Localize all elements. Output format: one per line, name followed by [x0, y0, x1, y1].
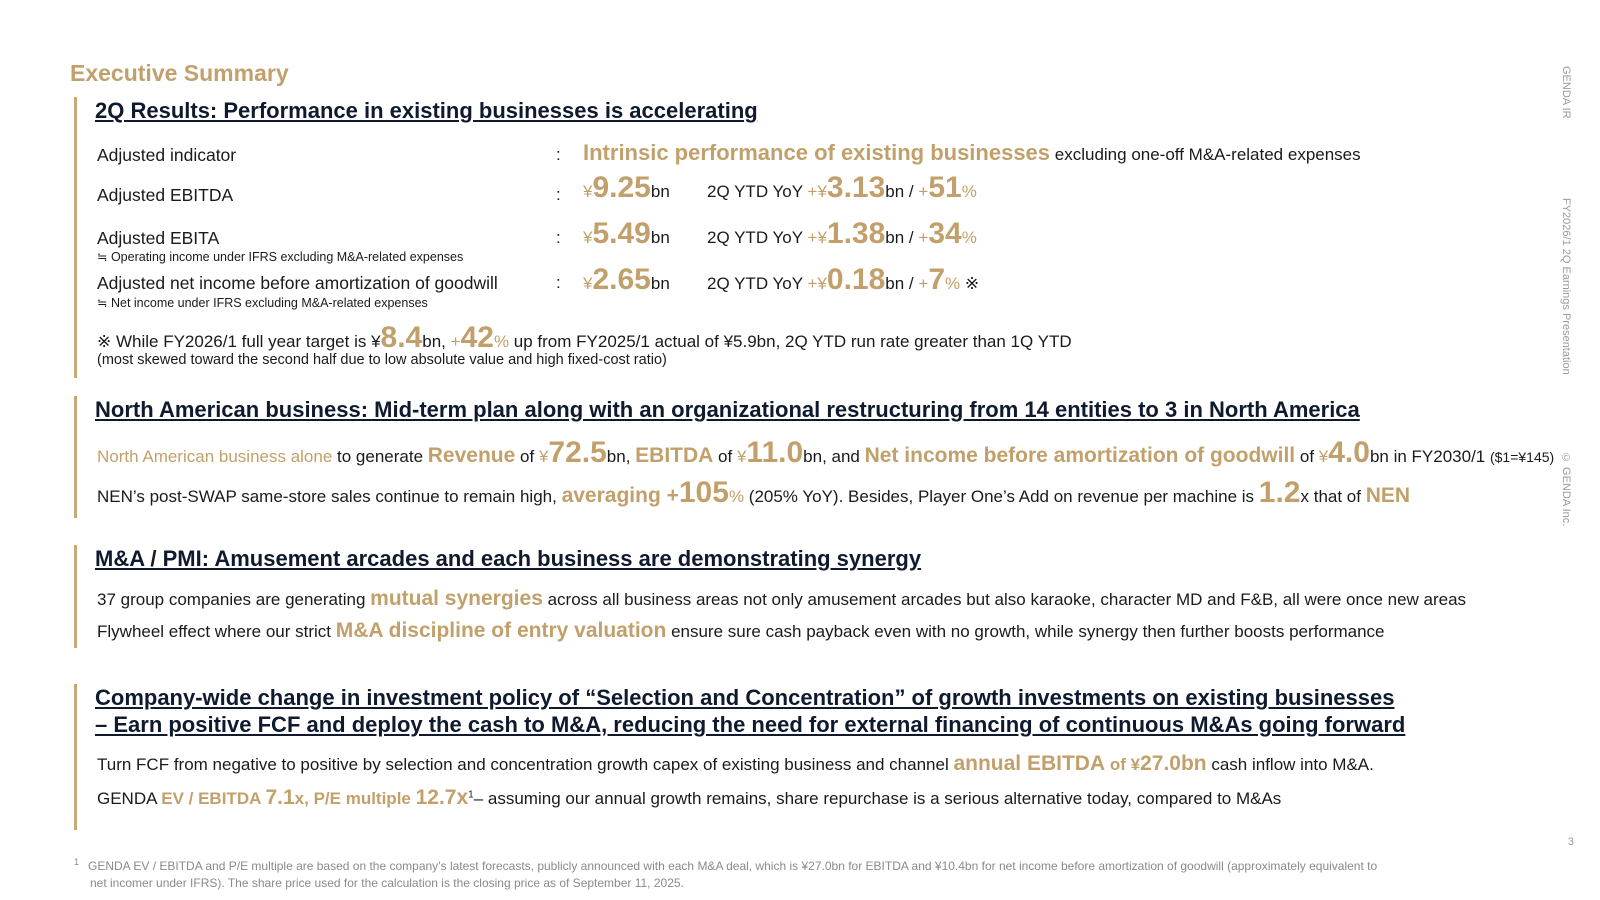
kpi-value: ¥5.49bn [583, 217, 670, 250]
section-2q-results [74, 97, 1554, 378]
synergy-line: 37 group companies are generating mutual synergies across all business areas not only amusement arcades but also karaoke, character MD and F&B, all were once new areas [97, 587, 1467, 610]
sidebar-ir-label: GENDA IR [1560, 66, 1572, 119]
section-title: M&A / PMI: Amusement arcades and each business are demonstrating synergy [95, 546, 922, 571]
page-title: Executive Summary [70, 60, 289, 86]
kpi-label: Adjusted EBITA [97, 228, 220, 248]
section-investment-policy [74, 684, 1554, 830]
kpi-yoy: 2Q YTD YoY +¥1.38bn / +34% [707, 217, 977, 250]
full-year-target-note: ※ While FY2026/1 full year target is ¥8.4bn, +42% up from FY2025/1 actual of ¥5.9bn, 2Q YTD run rate greater than 1Q YTD [97, 321, 1072, 354]
footnote-mark: 1 [74, 857, 80, 867]
section-title: North American business: Mid-term plan along with an organizational restructuring from 14 entities to 3 in North America [95, 397, 1360, 422]
kpi-value: ¥2.65bn [583, 263, 670, 296]
kpi-yoy: 2Q YTD YoY +¥3.13bn / +51% [707, 171, 977, 204]
sidebar-presentation-label: FY2026/1 2Q Earnings Presentation [1560, 198, 1572, 375]
intrinsic-highlight: Intrinsic performance of existing businesses [583, 140, 1051, 165]
nen-sales-line: NEN’s post-SWAP same-store sales continue to remain high, averaging +105% (205% YoY). Besides, Player One’s Add on revenue per machine is 1.2x that of NEN [97, 476, 1411, 509]
section-title: Company-wide change in investment policy of “Selection and Concentration” of growth investments on existing businesses [95, 685, 1395, 710]
valuation-line: GENDA EV / EBITDA 7.1x, P/E multiple $12.7x^1-$ assuming our annual growth remains, share repurchase is a serious alternative today, compared to M&As [97, 786, 1282, 809]
page-number: 3 [1567, 836, 1574, 848]
intrinsic-rest: excluding one-off M&A-related expenses [1054, 145, 1361, 164]
section-north-america [74, 396, 1554, 518]
section-ma-pmi [74, 545, 1554, 648]
adjusted-indicator-value [583, 140, 1361, 166]
kpi-label: Adjusted net income before amortization of goodwill [97, 273, 498, 293]
colon: : [556, 273, 561, 292]
full-year-target-subnote: (most skewed toward the second half due to low absolute value and high fixed-cost ratio) [97, 352, 667, 368]
footnote-text-line1: GENDA EV / EBITDA and P/E multiple are based on the company’s latest forecasts, publicly announced with each M&A deal, which is ¥27.0bn for EBITDA and ¥10.4bn for net income before amortization of goodwill (approximately equivalent to [88, 859, 1378, 873]
kpi-label: Adjusted EBITDA [97, 185, 234, 205]
section-title-sub: – Earn positive FCF and deploy the cash to M&A, reducing the need for external financing of continuous M&As going forward [95, 712, 1406, 737]
kpi-sub: ≒ Operating income under IFRS excluding M&A-related expenses [97, 250, 464, 264]
north-america-plan-line: North American business alone to generate Revenue of ¥72.5bn, EBITDA of ¥11.0bn, and Net income before amortization of goodwill of ¥4.0bn in FY2030/1 ($1=¥145) [97, 436, 1555, 469]
kpi-sub: ≒ Net income under IFRS excluding M&A-related expenses [97, 296, 428, 310]
kpi-value: ¥9.25bn [583, 171, 670, 204]
flywheel-line: Flywheel effect where our strict M&A discipline of entry valuation ensure sure cash payback even with no growth, while synergy then further boosts performance [97, 619, 1385, 642]
adjusted-indicator-label: Adjusted indicator [97, 145, 237, 165]
fcf-line: Turn FCF from negative to positive by selection and concentration growth capex of existing business and channel annual EBITDA of ¥27.0bn cash inflow into M&A. [97, 752, 1374, 775]
sidebar-copyright: © GENDA Inc. [1560, 452, 1572, 527]
footnote [74, 858, 1534, 892]
section-title: 2Q Results: Performance in existing businesses is accelerating [95, 98, 758, 123]
footnote-text-line2: net incomer under IFRS). The share price used for the calculation is the closing price as of September 11, 2025. [90, 876, 684, 890]
colon: : [556, 185, 561, 204]
kpi-yoy: 2Q YTD YoY +¥0.18bn / +7% ※ [707, 263, 980, 296]
colon: : [556, 228, 561, 247]
colon: : [556, 145, 561, 164]
